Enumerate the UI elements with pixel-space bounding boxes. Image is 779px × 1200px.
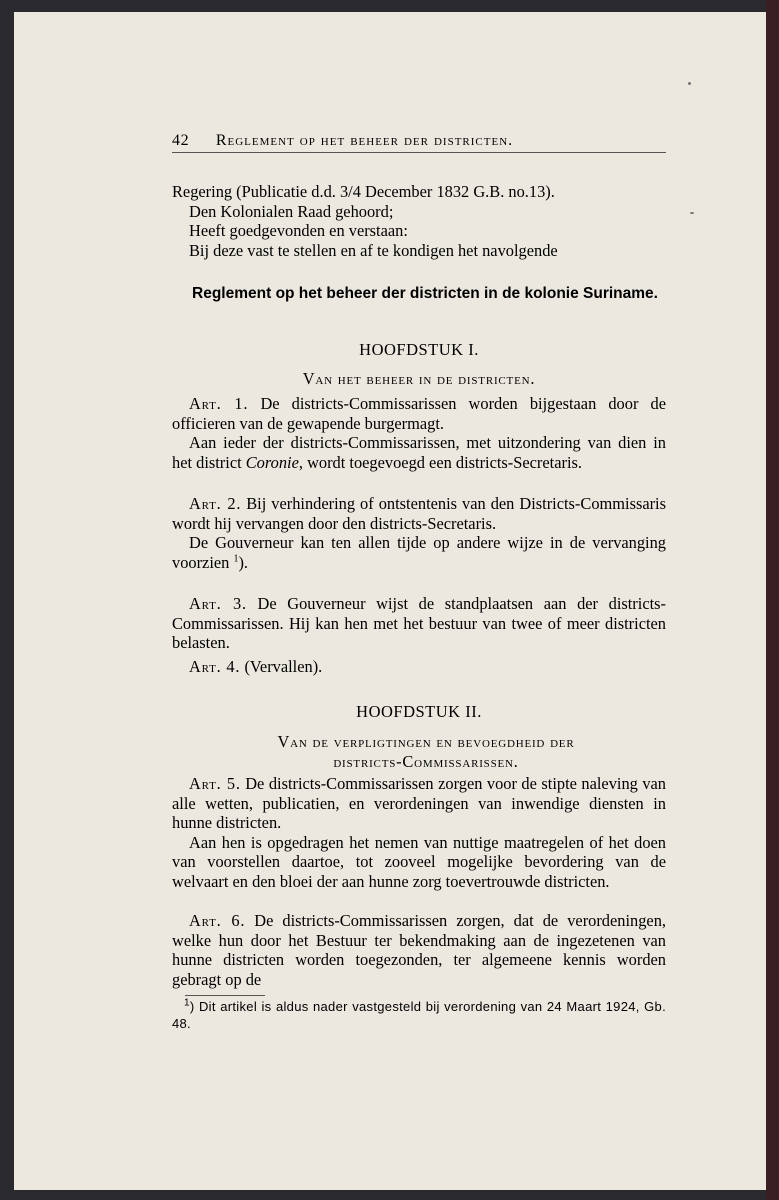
chapter-1-heading: HOOFDSTUK I. [359, 340, 479, 359]
article-3-label: Art. 3. [189, 594, 247, 613]
article-6 [172, 911, 666, 989]
article-4 [172, 657, 666, 677]
book-edge [766, 0, 779, 1200]
footnote-ref: 1 [233, 553, 239, 565]
intro-block [172, 182, 666, 260]
chapter-1-subheading: Van het beheer in de districten. [302, 369, 536, 388]
article-1-para2-b: , wordt toegevoegd een districts-Secretaris. [298, 452, 582, 472]
article-2-label: Art. 2. [189, 494, 242, 513]
article-4-label: Art. 4. [189, 657, 241, 676]
running-header [172, 132, 666, 150]
paper-speck [690, 212, 694, 214]
article-5-para2: Aan hen is opgedragen het nemen van nuttige maatregelen of het doen van voorstellen daartoe, tot zooveel mogelijke bevordering van de welvaart en den bloei der aan hunne zorg toevertrouwde districten. [172, 832, 666, 891]
article-1-para2-a: Aan ieder der districts-Commissarissen, met uitzondering van dien in het district [172, 433, 666, 472]
footnote-text: ) Dit artikel is aldus nader vastgesteld bij verordening van 24 Maart 1924, Gb. 48. [172, 999, 666, 1031]
article-2-para2: De Gouverneur kan ten allen tijde op andere wijze in de vervanging voorzien [172, 533, 666, 572]
header-rule [172, 152, 666, 153]
footnote [172, 998, 666, 1032]
chapter-2-subheading-line-2: districts-Commissarissen. [333, 751, 519, 771]
article-4-text: (Vervallen). [244, 657, 323, 676]
article-5-text: De districts-Commissarissen zorgen voor de stipte naleving van alle wetten, publicatien, en verordeningen van inwendige diensten in hunne districten. [172, 774, 666, 833]
article-3-text: De Gouverneur wijst de standplaatsen aan der districts-Commissarissen. Hij kan hen met het bestuur van twee of meer districten belasten. [172, 594, 666, 653]
chapter-2-subheading-line-1: Van de verpligtingen en bevoegdheid der [277, 732, 575, 751]
chapter-2-subheading [186, 732, 666, 771]
footnote-marker: 1 [184, 997, 190, 1009]
article-2-para2-end: ). [238, 552, 249, 572]
chapter-2-heading: HOOFDSTUK II. [356, 702, 482, 721]
paper-speck [688, 82, 691, 85]
article-1-label: Art. 1. [189, 394, 249, 413]
article-6-text: De districts-Commissarissen zorgen, dat de verordeningen, welke hun door het Bestuur ter bekendmaking aan de ingezetenen van hunne districten worden toegezonden, ter algemeene kennis worden gebragt op de [172, 911, 666, 989]
article-2 [172, 494, 666, 572]
article-1 [172, 394, 666, 472]
article-1-para2-italic: Coronie [245, 452, 299, 472]
article-2-text: Bij verhindering of ontstentenis van den Districts-Commissaris wordt hij vervangen door den districts-Secretaris. [172, 494, 666, 533]
page-number: 42 [172, 132, 190, 149]
intro-line-4: Bij deze vast te stellen en af te kondigen het navolgende [189, 240, 558, 260]
intro-line-3: Heeft goedgevonden en verstaan: [189, 221, 408, 241]
intro-line-2: Den Kolonialen Raad gehoord; [189, 201, 394, 221]
article-3 [172, 594, 666, 653]
article-5 [172, 774, 666, 892]
article-5-label: Art. 5. [189, 774, 241, 793]
footnote-rule [185, 995, 265, 996]
article-6-label: Art. 6. [189, 911, 246, 930]
running-title: Reglement op het beheer der districten. [215, 132, 514, 149]
intro-line-1: Regering (Publicatie d.d. 3/4 December 1832 G.B. no.13). [172, 182, 555, 201]
regulation-title: Reglement op het beheer der districten in de kolonie Suriname. [192, 285, 658, 302]
article-1-text: De districts-Commissarissen worden bijgestaan door de officieren van de gewapende burgermagt. [172, 394, 666, 433]
